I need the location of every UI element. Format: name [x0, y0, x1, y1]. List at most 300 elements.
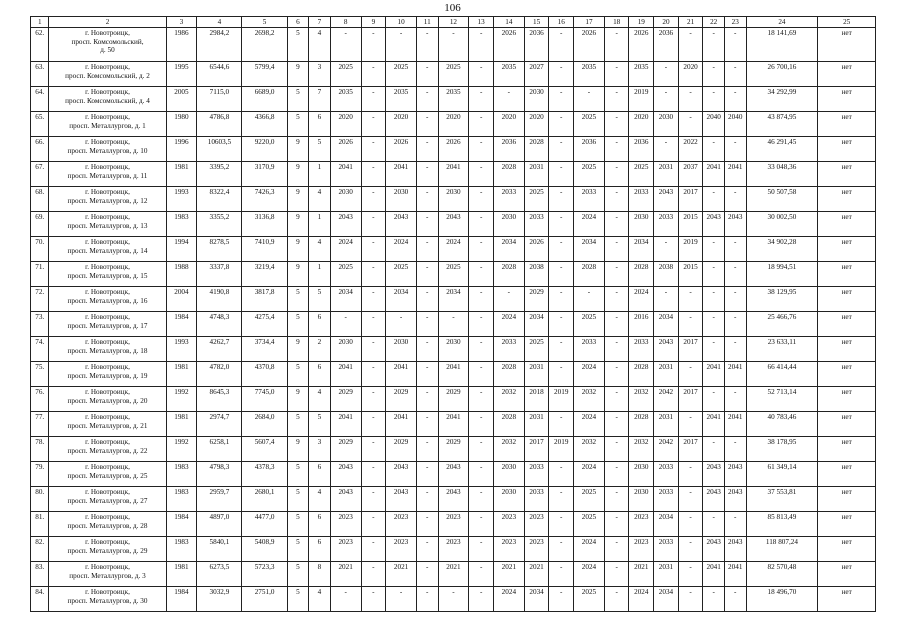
- table-cell: 2020: [438, 112, 469, 137]
- table-cell: 1983: [166, 487, 197, 512]
- table-row: [31, 312, 876, 337]
- table-cell: 2959,7: [197, 487, 242, 512]
- table-cell: 2029: [330, 387, 361, 412]
- table-cell: 2041: [724, 562, 746, 587]
- table-cell: 2015: [678, 262, 703, 287]
- table-cell: -: [724, 337, 746, 362]
- table-cell: 1981: [166, 162, 197, 187]
- table-cell: 34 292,99: [746, 87, 818, 112]
- table-cell: 2024: [330, 237, 361, 262]
- table-cell: -: [469, 212, 494, 237]
- row-number-cell: 80.: [31, 487, 49, 512]
- table-cell: 2030: [629, 212, 654, 237]
- table-cell: -: [678, 28, 703, 62]
- table-cell: -: [604, 87, 629, 112]
- table-cell: -: [724, 28, 746, 62]
- table-cell: 2023: [438, 512, 469, 537]
- table-cell: 2698,2: [242, 28, 287, 62]
- table-cell: 2033: [524, 212, 549, 237]
- table-row: [31, 462, 876, 487]
- table-cell: 2021: [493, 562, 524, 587]
- table-cell: 2015: [678, 212, 703, 237]
- table-cell: 2017: [524, 437, 549, 462]
- table-cell: нет: [818, 87, 876, 112]
- table-cell: -: [604, 437, 629, 462]
- table-cell: 2005: [166, 87, 197, 112]
- table-cell: 26 700,16: [746, 62, 818, 87]
- table-cell: 118 807,24: [746, 537, 818, 562]
- row-number-cell: 71.: [31, 262, 49, 287]
- row-number-cell: 76.: [31, 387, 49, 412]
- table-cell: 2032: [574, 387, 605, 412]
- table-cell: 1981: [166, 362, 197, 387]
- table-cell: -: [604, 28, 629, 62]
- column-header-13: 13: [469, 17, 494, 28]
- table-cell: 2043: [654, 187, 679, 212]
- table-cell: -: [703, 87, 725, 112]
- column-header-2: 2: [49, 17, 166, 28]
- table-cell: 6: [309, 312, 331, 337]
- table-cell: 2030: [654, 112, 679, 137]
- column-header-14: 14: [493, 17, 524, 28]
- table-cell: 2024: [493, 587, 524, 612]
- table-cell: 2033: [493, 337, 524, 362]
- table-cell: 25 466,76: [746, 312, 818, 337]
- table-cell: 2023: [330, 512, 361, 537]
- table-cell: 2029: [524, 287, 549, 312]
- row-number-cell: 79.: [31, 462, 49, 487]
- table-cell: 2035: [493, 62, 524, 87]
- table-cell: -: [549, 537, 574, 562]
- table-body: [31, 28, 876, 612]
- table-cell: 2021: [438, 562, 469, 587]
- table-cell: -: [549, 337, 574, 362]
- table-cell: 1981: [166, 412, 197, 437]
- table-cell: 4370,8: [242, 362, 287, 387]
- table-row: [31, 87, 876, 112]
- table-cell: 2025: [574, 487, 605, 512]
- table-cell: -: [469, 487, 494, 512]
- table-cell: 2031: [654, 412, 679, 437]
- table-cell: 1980: [166, 112, 197, 137]
- table-cell: 2033: [654, 212, 679, 237]
- address-cell: г. Новотроицк, просп. Металлургов, д. 15: [49, 262, 166, 287]
- table-cell: 1994: [166, 237, 197, 262]
- table-cell: -: [416, 187, 438, 212]
- table-cell: 2025: [574, 312, 605, 337]
- table-cell: -: [604, 187, 629, 212]
- table-cell: 2037: [678, 162, 703, 187]
- column-header-1: 1: [31, 17, 49, 28]
- table-cell: 5: [287, 487, 309, 512]
- table-cell: 2034: [524, 312, 549, 337]
- table-cell: 2025: [574, 112, 605, 137]
- table-cell: 2025: [524, 337, 549, 362]
- table-cell: 1984: [166, 512, 197, 537]
- table-cell: 2032: [493, 387, 524, 412]
- table-cell: 2029: [438, 387, 469, 412]
- table-cell: -: [703, 62, 725, 87]
- table-cell: 5799,4: [242, 62, 287, 87]
- table-cell: -: [361, 262, 386, 287]
- table-cell: нет: [818, 162, 876, 187]
- table-cell: -: [678, 312, 703, 337]
- table-cell: -: [386, 312, 417, 337]
- table-cell: 2043: [654, 337, 679, 362]
- table-cell: 2024: [629, 587, 654, 612]
- table-cell: 2031: [524, 162, 549, 187]
- table-cell: 2034: [574, 237, 605, 262]
- table-cell: 2043: [703, 462, 725, 487]
- table-row: [31, 162, 876, 187]
- table-cell: 4: [309, 237, 331, 262]
- column-header-22: 22: [703, 17, 725, 28]
- table-cell: -: [604, 337, 629, 362]
- table-cell: -: [469, 587, 494, 612]
- table-cell: нет: [818, 362, 876, 387]
- table-cell: 2023: [493, 512, 524, 537]
- table-cell: 2031: [654, 562, 679, 587]
- address-cell: г. Новотроицк, просп. Металлургов, д. 18: [49, 337, 166, 362]
- table-cell: 2041: [330, 362, 361, 387]
- table-cell: -: [416, 387, 438, 412]
- table-cell: 2035: [629, 62, 654, 87]
- table-cell: -: [330, 312, 361, 337]
- table-cell: 2043: [703, 537, 725, 562]
- row-number-cell: 67.: [31, 162, 49, 187]
- table-cell: -: [416, 587, 438, 612]
- table-cell: 2032: [629, 387, 654, 412]
- table-cell: 2041: [386, 362, 417, 387]
- table-cell: 2040: [703, 112, 725, 137]
- table-cell: -: [549, 562, 574, 587]
- table-cell: 9: [287, 62, 309, 87]
- table-cell: 50 507,58: [746, 187, 818, 212]
- table-cell: -: [724, 587, 746, 612]
- table-cell: -: [361, 487, 386, 512]
- table-cell: 4: [309, 387, 331, 412]
- table-cell: 2024: [574, 362, 605, 387]
- table-cell: 2017: [678, 387, 703, 412]
- table-cell: нет: [818, 62, 876, 87]
- table-cell: 4366,8: [242, 112, 287, 137]
- table-cell: нет: [818, 462, 876, 487]
- table-cell: -: [361, 337, 386, 362]
- table-row: [31, 28, 876, 62]
- table-cell: 2033: [524, 462, 549, 487]
- table-cell: -: [724, 262, 746, 287]
- table-cell: -: [549, 137, 574, 162]
- table-cell: 5: [309, 137, 331, 162]
- table-cell: 1995: [166, 62, 197, 87]
- table-cell: 9: [287, 162, 309, 187]
- table-cell: -: [604, 537, 629, 562]
- table-cell: 61 349,14: [746, 462, 818, 487]
- address-cell: г. Новотроицк, просп. Металлургов, д. 30: [49, 587, 166, 612]
- table-cell: 1986: [166, 28, 197, 62]
- table-cell: 1983: [166, 462, 197, 487]
- table-cell: 2038: [524, 262, 549, 287]
- table-cell: -: [416, 462, 438, 487]
- table-cell: 2033: [574, 187, 605, 212]
- row-number-cell: 70.: [31, 237, 49, 262]
- table-cell: 5607,4: [242, 437, 287, 462]
- table-cell: 3337,8: [197, 262, 242, 287]
- column-header-8: 8: [330, 17, 361, 28]
- table-cell: 2033: [654, 487, 679, 512]
- table-cell: 6273,5: [197, 562, 242, 587]
- table-cell: -: [678, 362, 703, 387]
- table-cell: 2043: [724, 212, 746, 237]
- table-cell: -: [549, 362, 574, 387]
- table-cell: -: [549, 212, 574, 237]
- table-cell: -: [703, 137, 725, 162]
- table-cell: 2036: [629, 137, 654, 162]
- table-cell: 2043: [703, 212, 725, 237]
- table-cell: -: [361, 412, 386, 437]
- table-cell: 2042: [654, 387, 679, 412]
- table-cell: 2038: [654, 262, 679, 287]
- table-cell: -: [678, 112, 703, 137]
- table-row: [31, 62, 876, 87]
- table-cell: 2026: [330, 137, 361, 162]
- table-cell: -: [604, 462, 629, 487]
- table-cell: 2043: [724, 537, 746, 562]
- table-cell: 4477,0: [242, 512, 287, 537]
- table-cell: 2035: [330, 87, 361, 112]
- table-cell: 7115,0: [197, 87, 242, 112]
- table-cell: 7426,3: [242, 187, 287, 212]
- table-cell: 2684,0: [242, 412, 287, 437]
- table-cell: -: [361, 437, 386, 462]
- table-cell: 2024: [438, 237, 469, 262]
- address-cell: г. Новотроицк, просп. Металлургов, д. 11: [49, 162, 166, 187]
- table-cell: 5: [287, 512, 309, 537]
- table-cell: 2017: [678, 437, 703, 462]
- table-cell: -: [469, 362, 494, 387]
- table-cell: 2025: [386, 62, 417, 87]
- table-cell: -: [604, 562, 629, 587]
- table-cell: -: [724, 312, 746, 337]
- table-cell: 18 141,69: [746, 28, 818, 62]
- table-cell: -: [549, 237, 574, 262]
- table-cell: нет: [818, 287, 876, 312]
- table-cell: -: [703, 28, 725, 62]
- table-cell: 2034: [438, 287, 469, 312]
- table-cell: 5840,1: [197, 537, 242, 562]
- table-cell: 4786,8: [197, 112, 242, 137]
- table-cell: 6: [309, 112, 331, 137]
- column-header-5: 5: [242, 17, 287, 28]
- table-cell: 2026: [493, 28, 524, 62]
- table-cell: -: [361, 462, 386, 487]
- table-cell: -: [549, 87, 574, 112]
- table-cell: 2032: [629, 437, 654, 462]
- table-cell: -: [724, 87, 746, 112]
- table-cell: 3: [309, 62, 331, 87]
- table-cell: 2035: [574, 62, 605, 87]
- table-cell: -: [361, 137, 386, 162]
- table-row: [31, 337, 876, 362]
- table-cell: -: [604, 312, 629, 337]
- table-cell: 2043: [386, 462, 417, 487]
- table-cell: 2031: [654, 162, 679, 187]
- table-cell: -: [604, 137, 629, 162]
- table-cell: 2023: [629, 537, 654, 562]
- table-cell: -: [386, 587, 417, 612]
- table-cell: 2028: [629, 362, 654, 387]
- table-row: [31, 112, 876, 137]
- table-cell: 18 994,51: [746, 262, 818, 287]
- table-cell: -: [574, 87, 605, 112]
- table-cell: -: [416, 28, 438, 62]
- table-cell: 23 633,11: [746, 337, 818, 362]
- table-cell: 2028: [629, 262, 654, 287]
- table-cell: 2024: [629, 287, 654, 312]
- table-cell: 2: [309, 337, 331, 362]
- table-cell: 2032: [493, 437, 524, 462]
- table-cell: 2034: [654, 312, 679, 337]
- table-cell: 5: [287, 312, 309, 337]
- table-cell: -: [416, 437, 438, 462]
- table-cell: нет: [818, 137, 876, 162]
- table-cell: -: [724, 287, 746, 312]
- table-cell: 2023: [629, 512, 654, 537]
- table-cell: 2043: [330, 462, 361, 487]
- table-cell: -: [361, 312, 386, 337]
- table-cell: 1983: [166, 537, 197, 562]
- table-cell: 8322,4: [197, 187, 242, 212]
- table-cell: 38 178,95: [746, 437, 818, 462]
- table-cell: 2034: [493, 237, 524, 262]
- table-cell: 5408,9: [242, 537, 287, 562]
- address-cell: г. Новотроицк, просп. Металлургов, д. 27: [49, 487, 166, 512]
- address-cell: г. Новотроицк, просп. Металлургов, д. 25: [49, 462, 166, 487]
- table-cell: 4798,3: [197, 462, 242, 487]
- table-cell: 2024: [574, 462, 605, 487]
- table-cell: -: [416, 487, 438, 512]
- table-cell: 3219,4: [242, 262, 287, 287]
- column-header-15: 15: [524, 17, 549, 28]
- table-cell: 7745,0: [242, 387, 287, 412]
- table-cell: 5: [287, 112, 309, 137]
- table-cell: 2030: [386, 337, 417, 362]
- column-header-4: 4: [197, 17, 242, 28]
- table-cell: 2024: [574, 412, 605, 437]
- table-cell: 1992: [166, 437, 197, 462]
- address-cell: г. Новотроицк, просп. Комсомольский, д. 50: [49, 28, 166, 62]
- table-cell: 2020: [524, 112, 549, 137]
- table-cell: 2024: [386, 237, 417, 262]
- table-cell: нет: [818, 28, 876, 62]
- table-cell: -: [416, 312, 438, 337]
- table-cell: 1993: [166, 337, 197, 362]
- column-number-row: [31, 17, 876, 28]
- table-cell: 6258,1: [197, 437, 242, 462]
- table-cell: 2025: [574, 587, 605, 612]
- table-cell: 2035: [386, 87, 417, 112]
- table-cell: 9: [287, 237, 309, 262]
- table-cell: нет: [818, 487, 876, 512]
- table-cell: -: [724, 237, 746, 262]
- table-cell: -: [678, 587, 703, 612]
- table-cell: 3136,8: [242, 212, 287, 237]
- column-header-3: 3: [166, 17, 197, 28]
- table-cell: 2042: [654, 437, 679, 462]
- row-number-cell: 78.: [31, 437, 49, 462]
- table-cell: -: [654, 87, 679, 112]
- table-cell: нет: [818, 337, 876, 362]
- table-cell: 2030: [629, 487, 654, 512]
- table-cell: -: [724, 187, 746, 212]
- table-cell: 5: [287, 87, 309, 112]
- table-cell: 6: [309, 512, 331, 537]
- table-cell: 3355,2: [197, 212, 242, 237]
- table-cell: -: [678, 412, 703, 437]
- table-cell: 2019: [678, 237, 703, 262]
- column-header-6: 6: [287, 17, 309, 28]
- table-cell: 8: [309, 562, 331, 587]
- table-cell: -: [678, 562, 703, 587]
- table-cell: 2025: [330, 262, 361, 287]
- table-cell: -: [574, 287, 605, 312]
- table-cell: -: [549, 28, 574, 62]
- address-cell: г. Новотроицк, просп. Металлургов, д. 10: [49, 137, 166, 162]
- table-cell: 2034: [330, 287, 361, 312]
- table-cell: 2036: [524, 28, 549, 62]
- row-number-cell: 63.: [31, 62, 49, 87]
- table-cell: -: [469, 562, 494, 587]
- table-cell: 2029: [386, 437, 417, 462]
- table-cell: 2020: [678, 62, 703, 87]
- table-cell: 2030: [493, 487, 524, 512]
- table-cell: -: [361, 512, 386, 537]
- table-cell: 2036: [574, 137, 605, 162]
- table-cell: 2025: [574, 512, 605, 537]
- table-cell: -: [604, 287, 629, 312]
- table-cell: -: [493, 287, 524, 312]
- table-cell: 2031: [524, 412, 549, 437]
- table-cell: 5: [287, 28, 309, 62]
- address-cell: г. Новотроицк, просп. Металлургов, д. 22: [49, 437, 166, 462]
- table-cell: -: [330, 587, 361, 612]
- table-cell: -: [703, 262, 725, 287]
- table-cell: 6689,0: [242, 87, 287, 112]
- table-cell: 7: [309, 87, 331, 112]
- table-cell: -: [469, 162, 494, 187]
- table-cell: -: [469, 137, 494, 162]
- address-cell: г. Новотроицк, просп. Металлургов, д. 13: [49, 212, 166, 237]
- table-cell: 85 813,49: [746, 512, 818, 537]
- column-header-9: 9: [361, 17, 386, 28]
- table-cell: 2026: [524, 237, 549, 262]
- row-number-cell: 83.: [31, 562, 49, 587]
- table-cell: -: [416, 337, 438, 362]
- table-cell: -: [469, 412, 494, 437]
- table-cell: 2029: [438, 437, 469, 462]
- table-cell: 2041: [724, 412, 746, 437]
- table-cell: нет: [818, 212, 876, 237]
- table-cell: 3: [309, 437, 331, 462]
- table-cell: 4748,3: [197, 312, 242, 337]
- table-cell: 2020: [629, 112, 654, 137]
- table-cell: 2024: [574, 212, 605, 237]
- table-cell: -: [703, 237, 725, 262]
- table-row: [31, 187, 876, 212]
- table-cell: 2033: [574, 337, 605, 362]
- address-cell: г. Новотроицк, просп. Металлургов, д. 14: [49, 237, 166, 262]
- table-cell: 2016: [629, 312, 654, 337]
